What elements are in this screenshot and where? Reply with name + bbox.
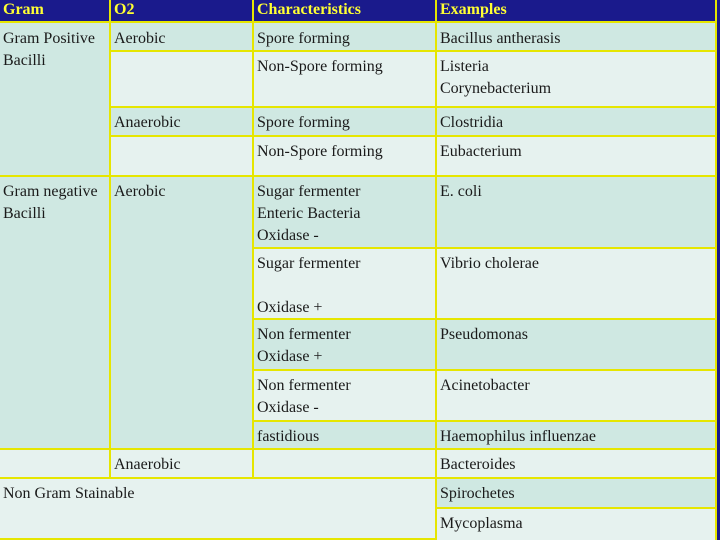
o2-negative-aerobic: Aerobic (111, 177, 254, 450)
header-examples: Examples (437, 0, 717, 23)
examples-cell: E. coli (437, 177, 717, 249)
examples-cell: Listeria Corynebacterium (437, 52, 717, 108)
gram-negative-cell: Gram negative Bacilli (0, 177, 111, 450)
characteristics-cell: Non fermenter Oxidase + (254, 320, 437, 371)
characteristics-cell: Spore forming (254, 108, 437, 137)
characteristics-cell: fastidious (254, 422, 437, 450)
examples-cell: Eubacterium (437, 137, 717, 177)
o2-positive-aerobic: Aerobic (111, 23, 254, 52)
characteristics-cell: Non-Spore forming (254, 137, 437, 177)
gram-negative-filler (0, 450, 111, 479)
o2-negative-anaerobic: Anaerobic (111, 450, 254, 479)
header-gram: Gram (0, 0, 111, 23)
examples-cell: Acinetobacter (437, 371, 717, 422)
header-o2: O2 (111, 0, 254, 23)
examples-cell: Clostridia (437, 108, 717, 137)
characteristics-cell (254, 450, 437, 479)
characteristics-cell: Sugar fermenter Enteric Bacteria Oxidase - (254, 177, 437, 249)
examples-cell: Spirochetes (437, 479, 717, 509)
examples-cell: Bacteroides (437, 450, 717, 479)
characteristics-cell: Non-Spore forming (254, 52, 437, 108)
non-gram-stainable-cell: Non Gram Stainable (0, 479, 437, 540)
o2-positive-anaerobic: Anaerobic (111, 108, 254, 137)
examples-cell: Pseudomonas (437, 320, 717, 371)
characteristics-cell: Non fermenter Oxidase - (254, 371, 437, 422)
characteristics-cell: Sugar fermenter Oxidase + (254, 249, 437, 320)
o2-positive-aerobic-filler (111, 52, 254, 108)
header-characteristics: Characteristics (254, 0, 437, 23)
examples-cell: Haemophilus influenzae (437, 422, 717, 450)
gram-positive-cell: Gram Positive Bacilli (0, 23, 111, 177)
examples-cell: Mycoplasma (437, 509, 717, 540)
characteristics-cell: Spore forming (254, 23, 437, 52)
o2-positive-anaerobic-filler (111, 137, 254, 177)
examples-cell: Vibrio cholerae (437, 249, 717, 320)
examples-cell: Bacillus antherasis (437, 23, 717, 52)
